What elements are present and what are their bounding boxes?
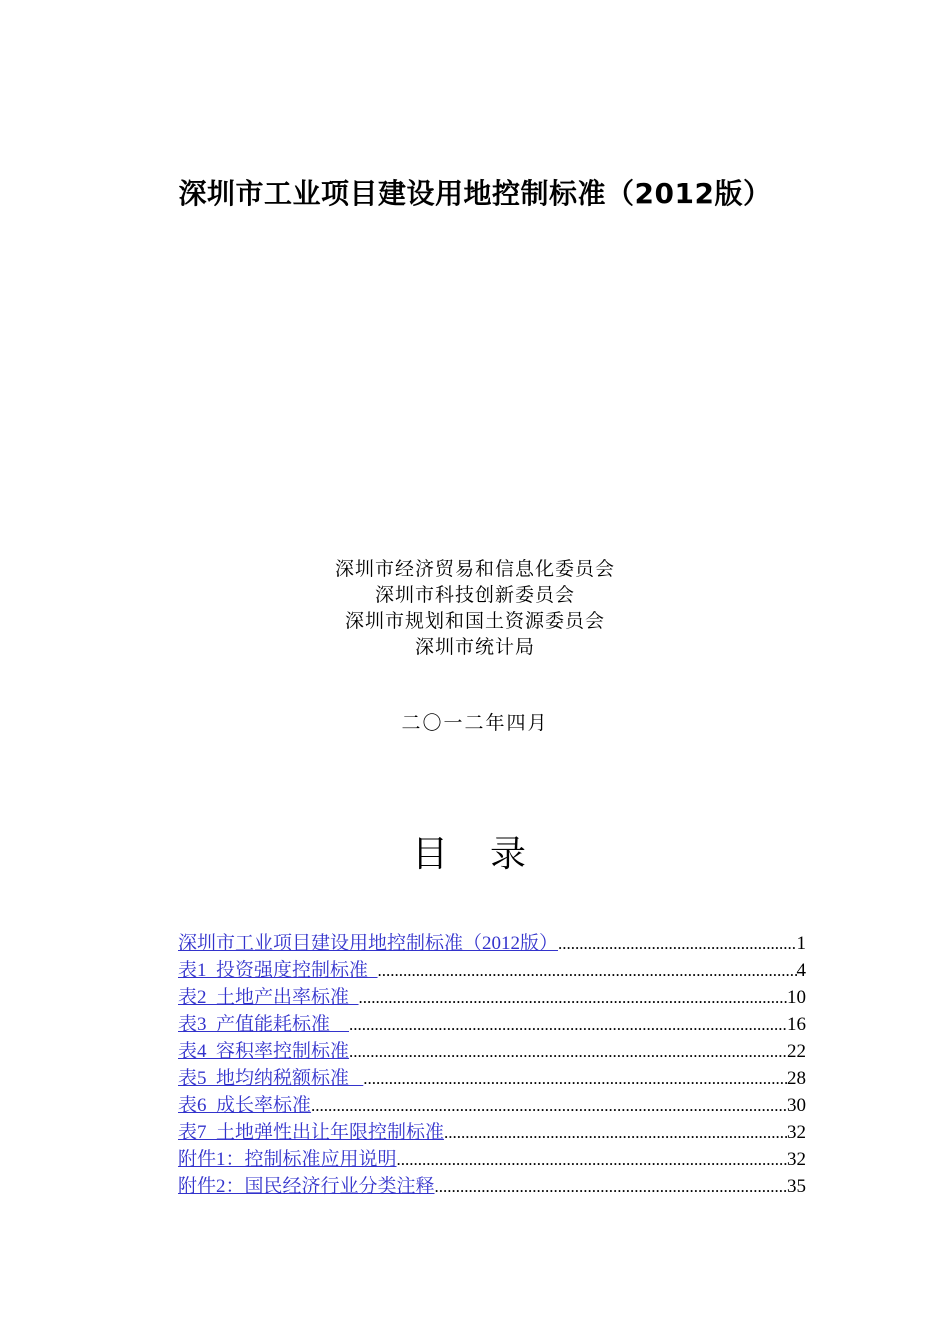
committee-name: 深圳市统计局 <box>414 636 535 658</box>
document-title: 深圳市工业项目建设用地控制标准（2012版） <box>178 177 772 210</box>
toc-page-number: 32 <box>787 1122 806 1143</box>
toc-page-number: 35 <box>787 1176 806 1197</box>
toc-dot-leader <box>311 1092 787 1119</box>
toc-entry <box>178 984 806 1011</box>
toc-page-number: 22 <box>787 1041 806 1062</box>
toc-page-number: 10 <box>787 987 806 1008</box>
toc-dot-leader <box>363 1065 787 1092</box>
toc-entry <box>178 1146 806 1173</box>
toc-page-number: 32 <box>787 1149 806 1170</box>
toc-dot-leader <box>435 1173 787 1200</box>
toc-dot-leader <box>397 1146 787 1173</box>
committee-name: 深圳市经济贸易和信息化委员会 <box>334 558 615 580</box>
table-of-contents <box>178 930 806 1200</box>
committee-name: 深圳市规划和国土资源委员会 <box>344 610 605 632</box>
toc-entry-link[interactable]: 表2 土地产出率标准 <box>178 987 359 1008</box>
toc-dot-leader <box>378 957 797 984</box>
toc-page-number: 16 <box>787 1014 806 1035</box>
toc-entry <box>178 1038 806 1065</box>
toc-entry <box>178 1173 806 1200</box>
toc-page-number: 30 <box>787 1095 806 1116</box>
toc-dot-leader <box>558 930 796 957</box>
toc-entry-link[interactable]: 表5 地均纳税额标准 <box>178 1068 364 1089</box>
toc-entry-link[interactable]: 附件1：控制标准应用说明 <box>178 1149 397 1170</box>
toc-dot-leader <box>359 984 787 1011</box>
toc-page-number: 1 <box>796 933 806 954</box>
toc-entry <box>178 1119 806 1146</box>
toc-dot-leader <box>349 1011 787 1038</box>
toc-entry <box>178 957 806 984</box>
toc-dot-leader <box>349 1038 787 1065</box>
toc-entry-link[interactable]: 表1 投资强度控制标准 <box>178 960 378 981</box>
issue-date: 二〇一二年四月 <box>401 712 549 734</box>
toc-entry-link[interactable]: 附件2：国民经济行业分类注释 <box>178 1176 435 1197</box>
toc-entry-link[interactable]: 深圳市工业项目建设用地控制标准（2012版） <box>178 933 559 954</box>
committee-name: 深圳市科技创新委员会 <box>374 584 575 606</box>
toc-entry-link[interactable]: 表4 容积率控制标准 <box>178 1041 350 1062</box>
toc-entry <box>178 1011 806 1038</box>
toc-heading: 目录 <box>411 834 568 875</box>
toc-entry-link[interactable]: 表7 土地弹性出让年限控制标准 <box>178 1122 445 1143</box>
toc-entry <box>178 1065 806 1092</box>
toc-dot-leader <box>444 1119 787 1146</box>
toc-entry <box>178 1092 806 1119</box>
issuing-committees <box>0 556 950 660</box>
toc-entry <box>178 930 806 957</box>
toc-page-number: 28 <box>787 1068 806 1089</box>
toc-entry-link[interactable]: 表3 产值能耗标准 <box>178 1014 350 1035</box>
toc-page-number: 4 <box>796 960 806 981</box>
toc-entry-link[interactable]: 表6 成长率标准 <box>178 1095 312 1116</box>
